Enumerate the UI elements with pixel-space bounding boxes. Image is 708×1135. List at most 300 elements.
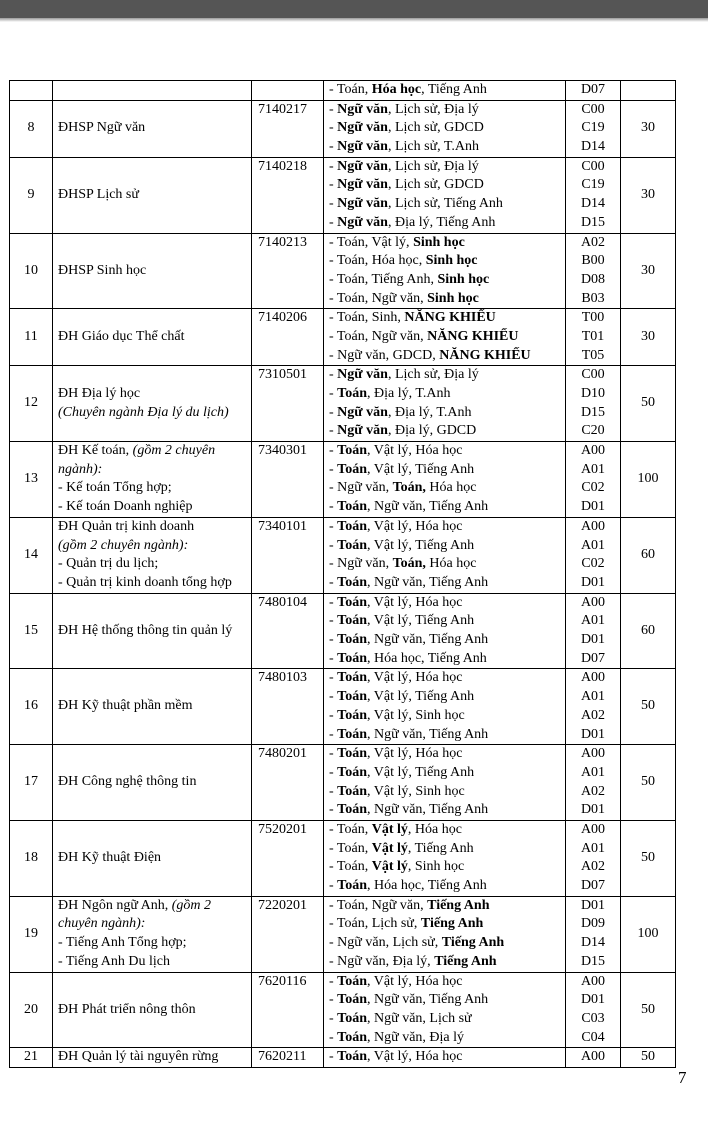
text-segment: , Ngữ văn, Tiếng Anh <box>367 632 489 648</box>
table-row <box>10 972 676 1048</box>
bold-text: NĂNG KHIẾU <box>439 347 531 363</box>
bold-text: Vật lý <box>371 840 408 856</box>
combination-code: D07 <box>580 650 606 666</box>
subject-line <box>329 119 565 138</box>
text-segment: - <box>329 1010 338 1026</box>
cell-quota: 100 <box>621 896 676 972</box>
table-row <box>10 669 676 745</box>
combination-code: A01 <box>580 689 606 705</box>
major-name-line <box>58 186 249 205</box>
text-segment: - <box>329 177 338 193</box>
subject-line <box>329 442 565 461</box>
cell-combination-code <box>566 669 621 745</box>
cell-subject-combination <box>324 1048 566 1068</box>
combination-code: A02 <box>580 783 606 799</box>
text-segment: - <box>329 802 338 818</box>
cell-major-name <box>53 669 252 745</box>
text-segment: - <box>329 632 338 648</box>
subject-line <box>329 1048 565 1067</box>
subject-line <box>329 347 565 366</box>
subject-line <box>329 934 565 953</box>
text-segment: - Toán, Vật lý, <box>329 234 414 250</box>
cell-quota: 50 <box>621 366 676 442</box>
text-segment: - Toán, <box>329 840 372 856</box>
cell-combination-code <box>566 593 621 669</box>
text-segment: ĐHSP Lịch sử <box>58 186 139 202</box>
bold-text: Vật lý <box>371 821 408 837</box>
subject-line <box>329 915 565 934</box>
combination-code: A01 <box>580 840 606 856</box>
combination-code: A00 <box>580 973 606 989</box>
bold-text: Tiếng Anh <box>427 897 490 913</box>
text-segment: , Tiếng Anh <box>421 82 487 97</box>
text-segment: - Toán, Ngữ văn, <box>329 290 428 306</box>
cell-combination-code <box>566 157 621 233</box>
major-name-line <box>58 461 249 480</box>
combination-code: D07 <box>580 82 606 97</box>
bold-text: Toán, <box>392 480 426 496</box>
cell-combination-code <box>566 517 621 593</box>
bold-text: Toán <box>337 992 368 1008</box>
text-segment: ĐH Quản lý tài nguyên rừng <box>58 1049 219 1065</box>
subject-line <box>329 764 565 783</box>
cell-stt: 19 <box>10 896 53 972</box>
text-segment: , Ngữ văn, Tiếng Anh <box>367 802 489 818</box>
cell-combination-code <box>566 442 621 518</box>
subject-line <box>329 612 565 631</box>
text-segment: - <box>329 764 338 780</box>
bold-text: Toán <box>337 726 368 742</box>
combination-code: D01 <box>580 726 606 742</box>
subject-line <box>329 271 565 290</box>
subject-line <box>329 574 565 593</box>
combination-code: D14 <box>580 935 606 951</box>
cell-major-code: 7140218 <box>252 157 324 233</box>
text-segment: - <box>329 1029 338 1045</box>
combination-code: A00 <box>580 518 606 534</box>
cell-major-code <box>252 81 324 101</box>
bold-text: Ngữ văn <box>337 423 388 439</box>
cell-subject-combination <box>324 593 566 669</box>
major-name-line <box>58 537 249 556</box>
cell-combination-code <box>566 233 621 309</box>
italic-text: (gồm 2 chuyên ngành): <box>58 537 189 553</box>
combination-code: C00 <box>581 101 605 117</box>
combination-code: A02 <box>580 234 606 250</box>
cell-subject-combination <box>324 366 566 442</box>
major-name-line <box>58 555 249 574</box>
text-segment: - Toán, Ngữ văn, <box>329 328 428 344</box>
bold-text: Ngữ văn <box>337 101 388 117</box>
text-segment: - <box>329 689 338 705</box>
italic-text: (gồm 2 <box>171 897 212 913</box>
combination-code: A00 <box>580 1049 606 1065</box>
cell-combination-code <box>566 366 621 442</box>
table-row <box>10 517 676 593</box>
combination-code: C02 <box>581 480 605 496</box>
subject-line <box>329 650 565 669</box>
text-segment: , Hóa học, Tiếng Anh <box>367 878 487 893</box>
cell-major-name <box>53 593 252 669</box>
text-segment: - <box>329 537 338 553</box>
cell-quota: 30 <box>621 157 676 233</box>
subject-line <box>329 101 565 120</box>
combination-code: D08 <box>580 271 606 287</box>
combination-code: C02 <box>581 556 605 572</box>
subject-line <box>329 234 565 253</box>
text-segment: , Vật lý, Tiếng Anh <box>367 689 475 705</box>
cell-stt: 20 <box>10 972 53 1048</box>
cell-subject-combination <box>324 517 566 593</box>
bold-text: Sinh học <box>427 290 479 306</box>
cell-quota: 100 <box>621 442 676 518</box>
table-row <box>10 157 676 233</box>
subject-line <box>329 688 565 707</box>
text-segment: , Vật lý, Hóa học <box>367 594 463 610</box>
text-segment: - Toán, Sinh, <box>329 310 405 326</box>
subject-line <box>329 991 565 1010</box>
combination-code: D01 <box>580 574 606 590</box>
subject-line <box>329 821 565 840</box>
bold-text: Toán <box>337 537 368 553</box>
combination-code: C03 <box>581 1010 605 1026</box>
text-segment: , Vật lý, Tiếng Anh <box>367 613 475 629</box>
subject-line <box>329 669 565 688</box>
bold-text: Toán, <box>392 556 426 572</box>
subject-line <box>329 840 565 859</box>
text-segment: , Lịch sử, Địa lý <box>387 158 479 174</box>
subject-line <box>329 631 565 650</box>
text-segment: - Toán, Ngữ văn, <box>329 897 428 913</box>
combination-code: C04 <box>581 1029 605 1045</box>
cell-stt: 14 <box>10 517 53 593</box>
major-name-line <box>58 518 249 537</box>
major-name-line <box>58 953 249 972</box>
text-segment: , Lịch sử, Tiếng Anh <box>387 196 503 212</box>
viewer-top-bar-shadow <box>0 18 708 22</box>
bold-text: Tiếng Anh <box>441 935 505 951</box>
cell-major-name <box>53 366 252 442</box>
italic-text: (Chuyên ngành Địa lý du lịch) <box>58 404 229 420</box>
table-row <box>10 745 676 821</box>
text-segment: - <box>329 726 338 742</box>
major-name-line <box>58 404 249 423</box>
major-name-line <box>58 915 249 934</box>
text-segment: ĐH Giáo dục Thể chất <box>58 328 185 344</box>
cell-major-code: 7140217 <box>252 100 324 157</box>
text-segment: Hóa học <box>425 556 477 572</box>
bold-text: Toán <box>337 613 368 629</box>
cell-subject-combination <box>324 81 566 101</box>
combination-code: D01 <box>580 632 606 648</box>
cell-stt: 12 <box>10 366 53 442</box>
bold-text: Ngữ văn <box>337 196 388 212</box>
text-segment: ĐH Địa lý học <box>58 385 141 401</box>
text-segment: - Quản trị kinh doanh tổng hợp <box>58 574 232 590</box>
text-segment: - Toán, <box>329 821 372 837</box>
bold-text: Toán <box>337 1029 368 1045</box>
bold-text: Tiếng Anh <box>434 953 497 969</box>
bold-text: Ngữ văn <box>337 120 388 136</box>
italic-text: ngành): <box>58 461 103 477</box>
subject-line <box>329 404 565 423</box>
subject-line <box>329 309 565 328</box>
text-segment: - <box>329 670 338 686</box>
cell-major-name <box>53 233 252 309</box>
subject-line <box>329 518 565 537</box>
cell-combination-code <box>566 896 621 972</box>
cell-major-code: 7620211 <box>252 1048 324 1068</box>
bold-text: Toán <box>337 1049 368 1065</box>
cell-stt: 8 <box>10 100 53 157</box>
text-segment: , Hóa học, Tiếng Anh <box>367 650 487 666</box>
table-row <box>10 820 676 896</box>
text-segment: - Tiếng Anh Du lịch <box>58 953 171 969</box>
cell-quota: 50 <box>621 1048 676 1068</box>
text-segment: , Ngữ văn, Lịch sử <box>367 1010 472 1026</box>
cell-stt <box>10 81 53 101</box>
combination-code: B00 <box>581 253 605 269</box>
text-segment: - Toán, Lịch sử, <box>329 916 421 932</box>
text-segment: ĐH Hệ thống thông tin quản lý <box>58 622 233 638</box>
combination-code: C19 <box>581 177 605 193</box>
text-segment: , Tiếng Anh <box>407 840 474 856</box>
bold-text: Toán <box>337 650 368 666</box>
text-segment: - <box>329 973 338 989</box>
table-row <box>10 366 676 442</box>
text-segment: - Toán, Tiếng Anh, <box>329 271 438 287</box>
bold-text: Toán <box>337 574 368 590</box>
combination-code: C00 <box>581 158 605 174</box>
text-segment: - Quản trị du lịch; <box>58 556 159 572</box>
cell-combination-code <box>566 745 621 821</box>
text-segment: - <box>329 878 338 893</box>
combination-code: T01 <box>581 328 605 344</box>
subject-line <box>329 158 565 177</box>
subject-line <box>329 138 565 157</box>
text-segment: - Tiếng Anh Tổng hợp; <box>58 935 187 951</box>
bold-text: Sinh học <box>425 253 478 269</box>
subject-line <box>329 801 565 820</box>
bold-text: Toán <box>337 632 368 648</box>
bold-text: Toán <box>337 746 368 762</box>
text-segment: - Kế toán Doanh nghiệp <box>58 499 193 515</box>
text-segment: , Lịch sử, GDCD <box>387 120 484 136</box>
subject-line <box>329 745 565 764</box>
combination-code: B03 <box>581 290 605 306</box>
subject-line <box>329 1010 565 1029</box>
subject-line <box>329 498 565 517</box>
table-row <box>10 593 676 669</box>
combination-code: C20 <box>581 423 605 439</box>
major-name-line <box>58 934 249 953</box>
major-name-line <box>58 897 249 916</box>
text-segment: , Địa lý, T.Anh <box>367 386 451 401</box>
combination-code: A01 <box>580 764 606 780</box>
bold-text: Ngữ văn <box>337 158 388 174</box>
combination-code: A00 <box>580 670 606 686</box>
bold-text: Toán <box>337 783 368 799</box>
cell-subject-combination <box>324 100 566 157</box>
major-name-line <box>58 574 249 593</box>
text-segment: - <box>329 461 338 477</box>
text-segment: , Ngữ văn, Tiếng Anh <box>367 499 489 515</box>
cell-major-name <box>53 100 252 157</box>
combination-code: D01 <box>580 992 606 1008</box>
combination-code: T00 <box>581 310 605 326</box>
cell-major-name <box>53 81 252 101</box>
text-segment: ĐH Kỹ thuật phần mềm <box>58 698 193 714</box>
bold-text: Toán <box>337 878 368 893</box>
cell-stt: 21 <box>10 1048 53 1068</box>
cell-stt: 9 <box>10 157 53 233</box>
cell-major-name <box>53 820 252 896</box>
cell-quota: 50 <box>621 820 676 896</box>
table-row <box>10 233 676 309</box>
bold-text: Toán <box>337 386 368 401</box>
text-segment: - Toán, <box>329 859 372 875</box>
cell-combination-code <box>566 972 621 1048</box>
major-name-line <box>58 119 249 138</box>
bold-text: NĂNG KHIẾU <box>404 310 496 326</box>
cell-major-name <box>53 896 252 972</box>
text-segment: - Ngữ văn, Lịch sử, <box>329 935 442 951</box>
table-row <box>10 442 676 518</box>
subject-line <box>329 422 565 441</box>
subject-line <box>329 555 565 574</box>
page-number: 7 <box>678 1068 687 1087</box>
major-name-line <box>58 622 249 641</box>
subject-line <box>329 1029 565 1048</box>
cell-major-name <box>53 972 252 1048</box>
text-segment: , Vật lý, Tiếng Anh <box>367 461 475 477</box>
bold-text: Toán <box>337 670 368 686</box>
combination-code: T05 <box>581 347 605 363</box>
text-segment: , Địa lý, GDCD <box>387 423 477 439</box>
text-segment: , Ngữ văn, Địa lý <box>367 1029 465 1045</box>
text-segment: - Ngữ văn, <box>329 556 393 572</box>
bold-text: Toán <box>337 973 368 989</box>
cell-stt: 11 <box>10 309 53 366</box>
cell-major-code: 7480201 <box>252 745 324 821</box>
table-row <box>10 896 676 972</box>
text-segment: ĐH Kế toán, <box>58 443 133 459</box>
bold-text: Toán <box>337 1010 368 1026</box>
text-segment: , Vật lý, Sinh học <box>367 707 465 723</box>
major-name-line <box>58 849 249 868</box>
cell-combination-code <box>566 309 621 366</box>
cell-major-code: 7220201 <box>252 896 324 972</box>
bold-text: Toán <box>337 518 368 534</box>
combination-code: D01 <box>580 802 606 818</box>
cell-major-name <box>53 157 252 233</box>
text-segment: , Lịch sử, GDCD <box>387 177 484 193</box>
text-segment: , Vật lý, Hóa học <box>367 1049 463 1065</box>
subject-line <box>329 877 565 896</box>
text-segment: - <box>329 423 338 439</box>
text-segment: , Vật lý, Hóa học <box>367 670 463 686</box>
text-segment: ĐHSP Ngữ văn <box>58 120 146 136</box>
combination-code: D01 <box>580 897 606 913</box>
text-segment: , Địa lý, T.Anh <box>387 404 472 420</box>
cell-major-code: 7520201 <box>252 820 324 896</box>
bold-text: Ngữ văn <box>337 367 388 383</box>
combination-code: D15 <box>580 214 606 230</box>
text-segment: - <box>329 499 338 515</box>
table-row <box>10 100 676 157</box>
combination-code: A01 <box>580 537 606 553</box>
cell-subject-combination <box>324 309 566 366</box>
cell-stt: 18 <box>10 820 53 896</box>
table-row-continued <box>10 81 676 101</box>
bold-text: NĂNG KHIẾU <box>427 328 519 344</box>
text-segment: - <box>329 367 338 383</box>
text-segment: , Hóa học <box>407 821 462 837</box>
combination-code: D14 <box>580 196 606 212</box>
cell-major-code: 7340301 <box>252 442 324 518</box>
subject-line <box>329 176 565 195</box>
cell-combination-code <box>566 1048 621 1068</box>
cell-subject-combination <box>324 157 566 233</box>
cell-subject-combination <box>324 442 566 518</box>
text-segment: ĐH Ngôn ngữ Anh, <box>58 897 172 913</box>
cell-major-code: 7140206 <box>252 309 324 366</box>
cell-major-code: 7480104 <box>252 593 324 669</box>
bold-text: Toán <box>337 764 368 780</box>
text-segment: , Vật lý, Hóa học <box>367 443 463 459</box>
cell-subject-combination <box>324 669 566 745</box>
bold-text: Toán <box>337 689 368 705</box>
combination-code: D01 <box>580 499 606 515</box>
cell-quota: 50 <box>621 972 676 1048</box>
subject-line <box>329 252 565 271</box>
cell-subject-combination <box>324 745 566 821</box>
bold-text: Tiếng Anh <box>420 916 484 932</box>
subject-line <box>329 537 565 556</box>
text-segment: - <box>329 594 338 610</box>
text-segment: - <box>329 386 338 401</box>
text-segment: - <box>329 1049 338 1065</box>
cell-quota: 60 <box>621 593 676 669</box>
major-name-line <box>58 262 249 281</box>
bold-text: Hóa học <box>371 82 422 97</box>
cell-subject-combination <box>324 972 566 1048</box>
combination-code: D15 <box>580 953 606 969</box>
combination-code: D14 <box>580 139 606 155</box>
subject-line <box>329 897 565 916</box>
cell-combination-code <box>566 100 621 157</box>
text-segment: - Ngữ văn, <box>329 480 393 496</box>
text-segment: ĐH Quản trị kinh doanh <box>58 518 195 534</box>
combination-code: C19 <box>581 120 605 136</box>
combination-code: A00 <box>580 443 606 459</box>
text-segment: - <box>329 518 338 534</box>
subject-line <box>329 328 565 347</box>
combination-code: A00 <box>580 746 606 762</box>
bold-text: Toán <box>337 443 368 459</box>
combination-code: C00 <box>581 367 605 383</box>
text-segment: , Vật lý, Tiếng Anh <box>367 764 475 780</box>
text-segment: ĐH Công nghệ thông tin <box>58 774 197 790</box>
combination-code: D15 <box>580 404 606 420</box>
cell-quota: 30 <box>621 100 676 157</box>
cell-major-code: 7310501 <box>252 366 324 442</box>
major-name-line <box>58 328 249 347</box>
table-row <box>10 1048 676 1068</box>
subject-line <box>329 973 565 992</box>
text-segment: - <box>329 404 338 420</box>
major-name-line <box>58 498 249 517</box>
